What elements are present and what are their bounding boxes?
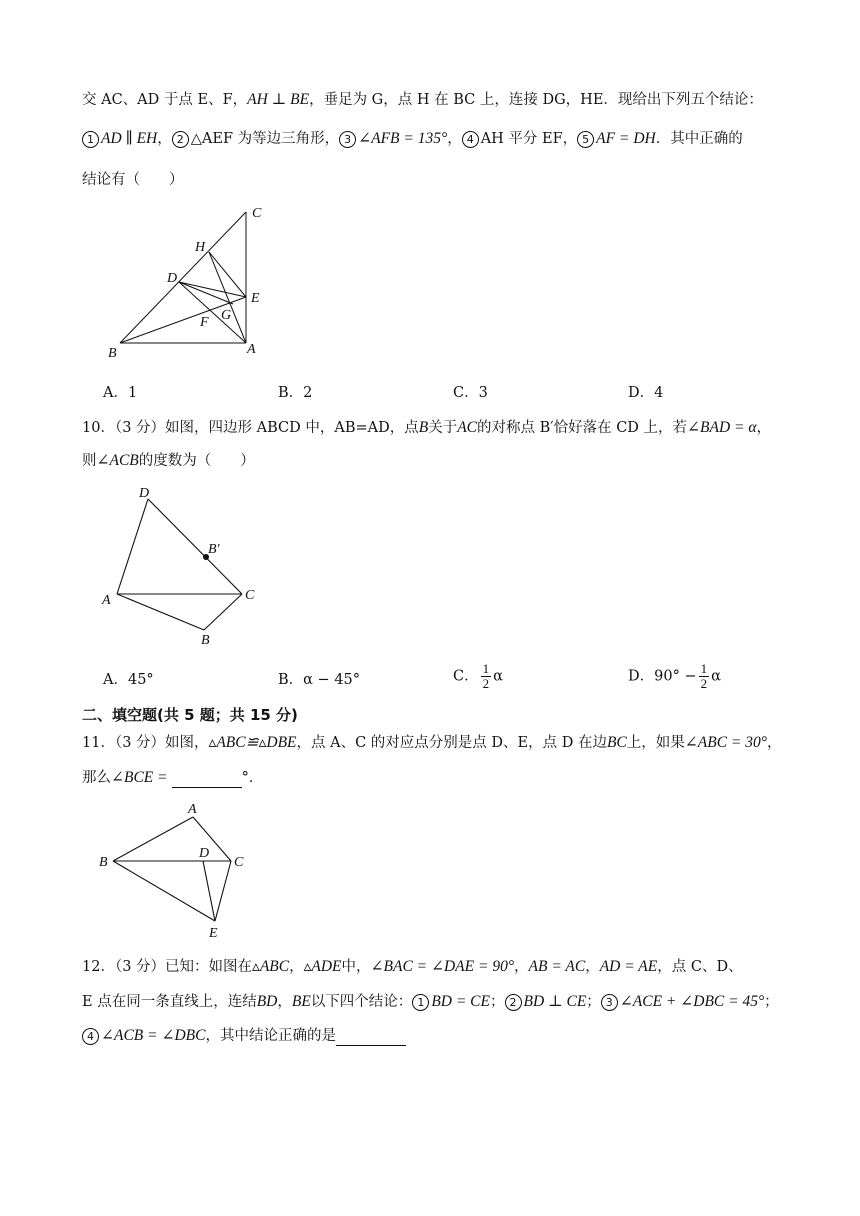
q12-conclusion-1: BD = CE: [431, 993, 490, 1010]
q12-be: BE: [291, 993, 311, 1010]
label-c: C: [245, 588, 255, 603]
q10-figure: [95, 480, 270, 650]
label-h: H: [195, 240, 206, 255]
label-b-prime: B′: [208, 542, 220, 557]
q10-option-c[interactable]: C． $\frac{1}{2}$ α: [453, 661, 503, 691]
q10-text: 的对称点 B′恰好落在 CD 上，若: [477, 420, 688, 436]
q10-angle-acb: ∠ACB: [96, 452, 139, 469]
q10-option-d[interactable]: D．90° − $\frac{1}{2}$ α: [628, 661, 721, 691]
label-c: C: [234, 855, 244, 870]
segment-ce: [215, 861, 231, 921]
label-d: D: [167, 271, 178, 286]
q11-angle-abc: ∠ABC = 30°: [684, 734, 767, 751]
q12-ad-ae: AD = AE: [599, 958, 658, 975]
q11-angle-bce: ∠BCE =: [111, 769, 168, 786]
q9-line-2: 1 AD ∥ EH， 2 △AEF 为等边三角形， 3 ∠AFB = 135°， 4 AH 平分 EF， 5 AF = DH．其中正确的: [82, 129, 743, 149]
q9-line-1: [82, 90, 763, 110]
q10-line-1: 10．（3 分）如图，四边形 ABCD 中，AB=AD，点B关于AC的对称点 B′恰好落在 CD 上，若∠BAD = α，: [82, 419, 771, 436]
q12-ab-ac: AB = AC: [528, 958, 586, 975]
fraction-half: $\frac{1}{2}$: [482, 661, 490, 691]
q10-text: 关于: [428, 420, 458, 436]
circled-number: 2: [505, 994, 522, 1011]
section-fill-in-blank-title: 二、填空题(共 5 题；共 15 分): [82, 706, 298, 724]
circled-number: 1: [82, 131, 99, 148]
q9-option-d[interactable]: D．4: [628, 385, 664, 401]
label-a: A: [102, 593, 111, 608]
q11-line-2: 那么∠BCE = °．: [82, 769, 264, 786]
q9-conclusion-4: AH 平分 EF，: [480, 131, 578, 147]
q11-congruence: ▵ABC≌▵DBE: [208, 734, 297, 751]
q10-text: 10．（3 分）如图，四边形 ABCD 中，AB=AD，点: [82, 420, 419, 436]
segment-dg: [179, 282, 233, 304]
circled-number: 5: [577, 131, 594, 148]
q9-conclusion-2: △AEF 为等边三角形，: [190, 131, 340, 147]
q9-option-c[interactable]: C．3: [453, 385, 488, 401]
q9-conclusion-3: ∠AFB = 135°: [358, 130, 448, 147]
segment-da: [179, 282, 246, 343]
label-f: F: [200, 315, 209, 330]
segment-ab: [117, 594, 204, 630]
label-d: D: [199, 846, 210, 861]
fraction-half: $\frac{1}{2}$: [700, 661, 708, 691]
segment-da: [117, 499, 148, 594]
q11-answer-blank[interactable]: [172, 771, 242, 788]
q12-line-3: 4 ∠ACB = ∠DBC，其中结论正确的是: [82, 1026, 406, 1046]
q12-conclusion-2: BD ⊥ CE: [523, 993, 587, 1010]
q12-conclusion-4: ∠ACB = ∠DBC: [101, 1027, 206, 1044]
q9-text: ．其中正确的: [655, 131, 743, 147]
label-d: D: [139, 486, 150, 501]
circled-number: 4: [82, 1028, 99, 1045]
segment-dc: [148, 499, 242, 594]
q12-answer-blank[interactable]: [336, 1029, 406, 1046]
q9-text: ，垂足为 G，点 H 在 BC 上，连接 DG，HE．现给出下列五个结论：: [309, 92, 763, 108]
q10-point-b: B: [418, 419, 429, 436]
circled-number: 3: [601, 994, 618, 1011]
q11-figure: [95, 800, 265, 941]
q10-angle-bad: ∠BAD = α: [687, 419, 757, 436]
label-b: B: [108, 346, 117, 361]
q12-triangle-ade: ▵ADE: [303, 958, 342, 975]
q9-conclusion-1: AD ∥ EH: [101, 130, 158, 147]
q9-text: 交 AC、AD 于点 E、F，: [82, 92, 248, 108]
q12-conclusion-3: ∠ACE + ∠DBC = 45°: [619, 993, 765, 1010]
circled-number: 1: [412, 994, 429, 1011]
q9-figure: [100, 200, 280, 365]
q10-option-b[interactable]: B．α − 45°: [278, 672, 361, 688]
q9-option-b[interactable]: B．2: [278, 385, 313, 401]
label-c: C: [252, 206, 262, 221]
q9-ah-perp-be: AH ⊥ BE: [247, 91, 310, 108]
segment-bc: [120, 212, 246, 343]
q11-line-1: 11．（3 分）如图，▵ABC≌▵DBE，点 A、C 的对应点分别是点 D、E，点 D 在边BC上，如果∠ABC = 30°，: [82, 734, 782, 751]
segment-ha: [209, 252, 246, 343]
segment-de: [203, 861, 215, 921]
q12-triangle-abc: ▵ABC: [252, 958, 290, 975]
label-b: B: [201, 633, 210, 648]
segment-bc: [204, 594, 242, 630]
q12-bd: BD: [256, 993, 278, 1010]
q9-conclusion-5: AF = DH: [596, 130, 656, 147]
circled-number: 4: [462, 131, 479, 148]
label-a: A: [188, 802, 197, 817]
q10-ac: AC: [457, 419, 478, 436]
q10-line-2: 则∠ACB的度数为（ ）: [82, 452, 255, 469]
label-e: E: [209, 926, 218, 941]
q12-line-1: 12．（3 分）已知：如图在▵ABC，▵ADE中，∠BAC = ∠DAE = 90°，AB = AC，AD = AE，点 C、D、: [82, 958, 743, 975]
q12-angles: ∠BAC = ∠DAE = 90°: [370, 958, 515, 975]
label-g: G: [221, 308, 232, 323]
q12-line-2: E 点在同一条直线上，连结BD，BE以下四个结论： 1 BD = CE； 2 BD ⊥ CE； 3 ∠ACE + ∠DBC = 45°；: [82, 993, 779, 1010]
q10-option-a[interactable]: A．45°: [103, 672, 154, 688]
q11-bc: BC: [606, 734, 627, 751]
circled-number: 3: [339, 131, 356, 148]
segment-ba: [113, 817, 193, 861]
segment-be: [113, 861, 215, 921]
label-a: A: [247, 342, 256, 357]
label-b: B: [99, 855, 108, 870]
q9-line-3: 结论有（ ）: [82, 172, 184, 188]
circled-number: 2: [172, 131, 189, 148]
label-e: E: [251, 291, 260, 306]
q9-option-a[interactable]: A．1: [103, 385, 138, 401]
